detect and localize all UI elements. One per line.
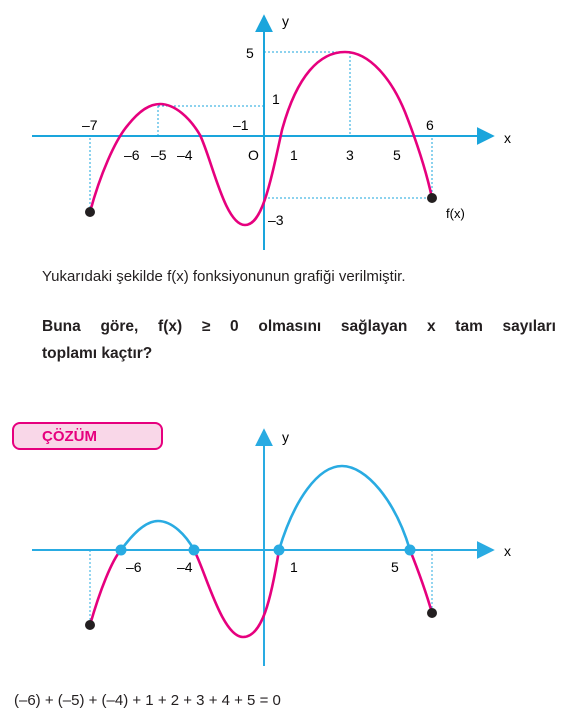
- tick-label-xneg6: –6: [126, 559, 142, 575]
- tick-label-xneg1: –1: [233, 117, 249, 133]
- function-graph: [0, 0, 569, 262]
- endpoint-left: [85, 207, 95, 217]
- question-prompt: [42, 313, 556, 367]
- endpoint-right: [427, 193, 437, 203]
- tick-label-x1: 1: [290, 147, 298, 163]
- tick-label-xneg7: –7: [82, 117, 98, 133]
- tick-label-x6: 6: [426, 117, 434, 133]
- tick-label-y1: 1: [272, 91, 280, 107]
- prompt-line-2: toplamı kaçtır?: [42, 345, 153, 362]
- root-point-neg6: [116, 545, 127, 556]
- endpoint-right: [427, 608, 437, 618]
- function-curve: [90, 52, 432, 225]
- tick-label-xneg5: –5: [151, 147, 167, 163]
- y-axis-label: y: [282, 13, 289, 29]
- tick-label-xneg4: –4: [177, 559, 193, 575]
- tick-label-x5: 5: [393, 147, 401, 163]
- root-point-1: [274, 545, 285, 556]
- tick-label-x3: 3: [346, 147, 354, 163]
- negative-part-left: [90, 550, 121, 625]
- x-axis-label: x: [504, 130, 511, 146]
- positive-part-left: [121, 521, 194, 550]
- guide-lines: [90, 52, 432, 212]
- tick-label-y5: 5: [246, 45, 254, 61]
- tick-label-xneg6: –6: [124, 147, 140, 163]
- tick-label-x1: 1: [290, 559, 298, 575]
- root-point-5: [405, 545, 416, 556]
- endpoint-left: [85, 620, 95, 630]
- solution-result: (–6) + (–5) + (–4) + 1 + 2 + 3 + 4 + 5 = 0: [14, 692, 281, 709]
- y-axis-label: y: [282, 429, 289, 445]
- negative-part-right: [410, 550, 432, 613]
- root-point-neg4: [189, 545, 200, 556]
- negative-part-middle: [194, 550, 279, 637]
- curve-label: f(x): [446, 206, 465, 221]
- tick-label-xneg4: –4: [177, 147, 193, 163]
- x-axis-label: x: [504, 543, 511, 559]
- origin-label: O: [248, 147, 259, 163]
- solution-badge-label: ÇÖZÜM: [42, 428, 97, 445]
- question-text: Yukarıdaki şekilde f(x) fonksiyonunun grafiği verilmiştir.: [42, 268, 406, 285]
- positive-part-right: [279, 466, 410, 550]
- solution-graph: [0, 420, 569, 680]
- tick-label-x5: 5: [391, 559, 399, 575]
- prompt-line-1: Buna göre, f(x) ≥ 0 olmasını sağlayan x tam sayıları: [42, 318, 556, 335]
- tick-label-yneg3: –3: [268, 212, 284, 228]
